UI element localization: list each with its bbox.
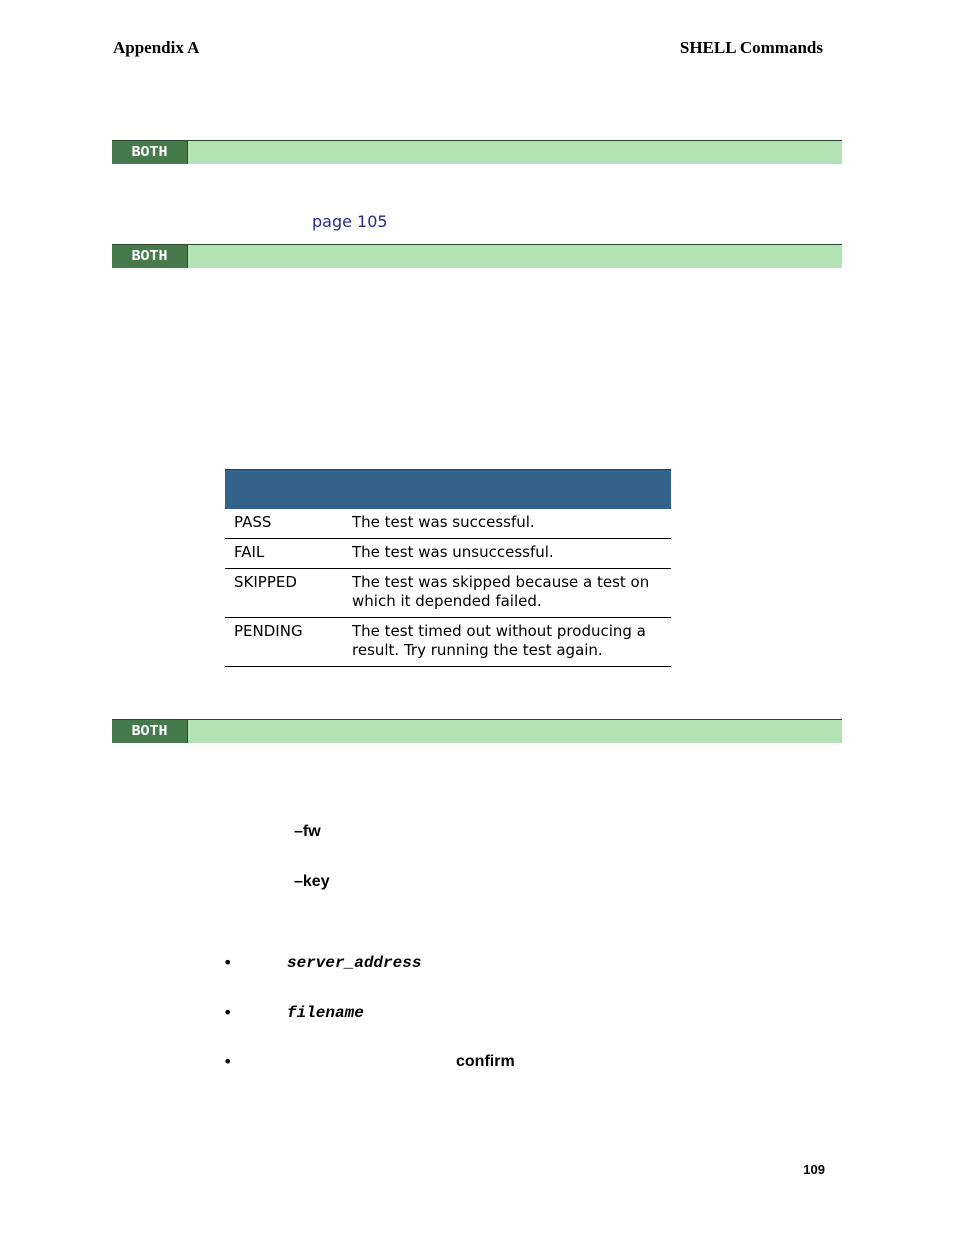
- table-header: [225, 469, 671, 509]
- description-cell: The test was unsuccessful.: [352, 543, 554, 561]
- description-cell: The test was skipped because a test on which it depended failed.: [352, 573, 650, 610]
- option-fw: –fw: [294, 823, 321, 840]
- bullet-icon: •: [223, 1003, 233, 1022]
- bullet-icon: •: [223, 1052, 233, 1071]
- both-tag: BOTH: [112, 245, 188, 268]
- header-section: SHELL Commands: [679, 38, 823, 57]
- section-band-1: [112, 140, 842, 164]
- param-filename: filename: [287, 1004, 364, 1022]
- option-key: –key: [294, 873, 330, 890]
- param-server-address: server_address: [287, 954, 422, 972]
- status-cell: SKIPPED: [234, 573, 297, 591]
- table-row: [225, 539, 671, 569]
- page-reference-link[interactable]: page 105: [312, 212, 388, 231]
- status-cell: PASS: [234, 513, 272, 531]
- description-cell: The test timed out without producing a result. Try running the test again.: [352, 622, 646, 659]
- table-row: [225, 509, 671, 539]
- section-band-2: [112, 244, 842, 268]
- both-tag: BOTH: [112, 720, 188, 743]
- status-table: [225, 469, 671, 667]
- description-cell: The test was successful.: [352, 513, 535, 531]
- status-cell: PENDING: [234, 622, 303, 640]
- bullet-icon: •: [223, 953, 233, 972]
- section-band-3: [112, 719, 842, 743]
- both-tag: BOTH: [112, 141, 188, 164]
- status-cell: FAIL: [234, 543, 265, 561]
- confirm-keyword: confirm: [456, 1053, 515, 1070]
- page-number: 109: [803, 1162, 825, 1177]
- table-row: [225, 569, 671, 618]
- table-row: [225, 618, 671, 667]
- header-chapter: Appendix A: [113, 38, 200, 57]
